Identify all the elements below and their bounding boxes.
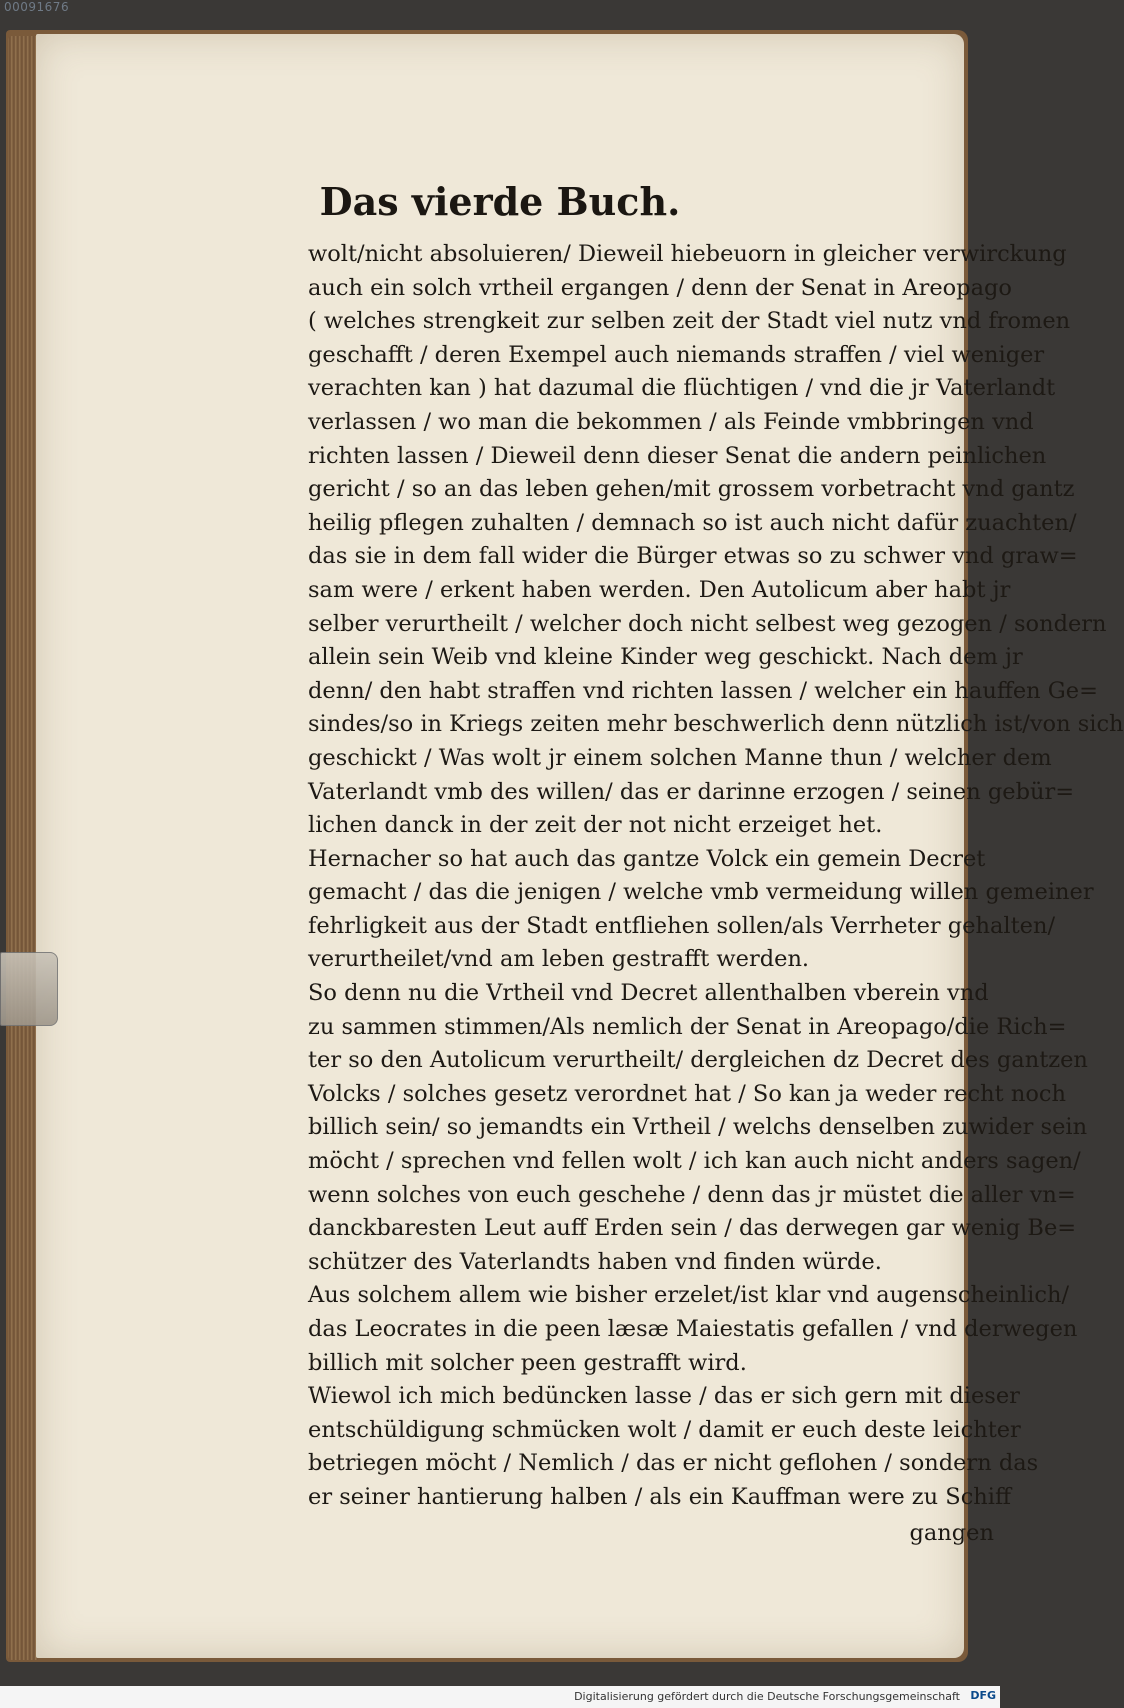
text-line: auch ein solch vrtheil ergangen / denn der Senat in Areopago (308, 274, 1012, 301)
footer-credit: Digitalisierung gefördert durch die Deutsche Forschungsgemeinschaft (574, 1690, 960, 1703)
text-line: ( welches strengkeit zur selben zeit der Stadt viel nutz vnd fromen (308, 308, 1071, 335)
text-line: das sie in dem fall wider die Bürger etwas so zu schwer vnd graw= (308, 543, 1078, 570)
text-line: lichen danck in der zeit der not nicht erzeiget het. (308, 812, 883, 839)
text-line: danckbaresten Leut auff Erden sein / das derwegen gar wenig Be= (308, 1215, 1077, 1242)
page-header: Das vierde Buch. (319, 179, 681, 224)
text-line: ter so den Autolicum verurtheilt/ dergleichen dz Decret des gantzen (308, 1047, 1088, 1074)
text-line: sam were / erkent haben werden. Den Autolicum aber habt jr (308, 576, 1011, 603)
text-line: allein sein Weib vnd kleine Kinder weg geschickt. Nach dem jr (308, 644, 1023, 671)
text-line: Volcks / solches gesetz verordnet hat / So kan ja weder recht noch (308, 1080, 1066, 1107)
footer-bar (0, 1686, 1000, 1708)
text-line: das Leocrates in die peen læsæ Maiestatis gefallen / vnd derwegen (308, 1316, 1078, 1342)
text-line: geschickt / Was wolt jr einem solchen Manne thun / welcher dem (308, 744, 1052, 771)
text-line: sindes/so in Kriegs zeiten mehr beschwerlich denn nützlich ist/von sich (308, 711, 1124, 738)
text-line: richten lassen / Dieweil denn dieser Senat die andern peinlichen (308, 442, 1047, 469)
text-line: billich mit solcher peen gestrafft wird. (308, 1349, 747, 1376)
text-line: Aus solchem allem wie bisher erzelet/ist klar vnd augenscheinlich/ (308, 1282, 1070, 1309)
text-line: billich sein/ so jemandts ein Vrtheil / welchs denselben zuwider sein (308, 1114, 1088, 1141)
text-line: zu sammen stimmen/Als nemlich der Senat in Areopago/die Rich= (308, 1013, 1067, 1040)
text-line: So denn nu die Vrtheil vnd Decret allenthalben vberein vnd (308, 980, 989, 1007)
text-line: wolt/nicht absoluieren/ Dieweil hiebeuorn in gleicher verwirckung (308, 241, 1067, 267)
text-line: fehrligkeit aus der Stadt entfliehen sollen/als Verrheter gehalten/ (308, 912, 1056, 939)
text-line: wenn solches von euch geschehe / denn das jr müstet die aller vn= (308, 1181, 1076, 1208)
text-line: heilig pflegen zuhalten / demnach so ist auch nicht dafür zuachten/ (308, 509, 1077, 536)
text-line: verachten kan ) hat dazumal die flüchtigen / vnd die jr Vaterlandt (308, 375, 1056, 402)
text-line: Hernacher so hat auch das gantze Volck ein gemein Decret (308, 845, 986, 872)
text-line: gericht / so an das leben gehen/mit grossem vorbetracht vnd gantz (308, 476, 1075, 503)
page-edges (8, 36, 38, 1660)
scan-id: 00091676 (4, 0, 70, 14)
catchword: gangen (909, 1519, 994, 1546)
text-line: betriegen möcht / Nemlich / das er nicht geflohen / sondern das (308, 1450, 1039, 1477)
text-line: denn/ den habt straffen vnd richten lassen / welcher ein hauffen Ge= (308, 677, 1098, 704)
text-line: entschüldigung schmücken wolt / damit er euch deste leichter (308, 1416, 1021, 1443)
text-line: gemacht / das die jenigen / welche vmb vermeidung willen gemeiner (308, 879, 1094, 906)
body-text (308, 238, 1124, 1550)
text-line: verlassen / wo man die bekommen / als Feinde vmbbringen vnd (308, 408, 1034, 435)
text-line: geschafft / deren Exempel auch niemands straffen / viel weniger (308, 341, 1045, 368)
text-line: möcht / sprechen vnd fellen wolt / ich kan auch nicht anders sagen/ (308, 1148, 1081, 1175)
dfg-logo: DFG (970, 1689, 996, 1702)
text-line: Vaterlandt vmb des willen/ das er darinne erzogen / seinen gebür= (308, 778, 1075, 805)
text-line: selber verurtheilt / welcher doch nicht selbest weg gezogen / sondern (308, 610, 1107, 637)
text-line: schützer des Vaterlandts haben vnd finden würde. (308, 1248, 882, 1275)
book-page (36, 34, 1124, 1658)
text-line: Wiewol ich mich bedüncken lasse / das er sich gern mit dieser (308, 1383, 1020, 1410)
page-clip (0, 952, 58, 1026)
text-line: verurtheilet/vnd am leben gestrafft werden. (308, 946, 810, 973)
text-line: er seiner hantierung halben / als ein Kauffman were zu Schiff (308, 1483, 1011, 1510)
